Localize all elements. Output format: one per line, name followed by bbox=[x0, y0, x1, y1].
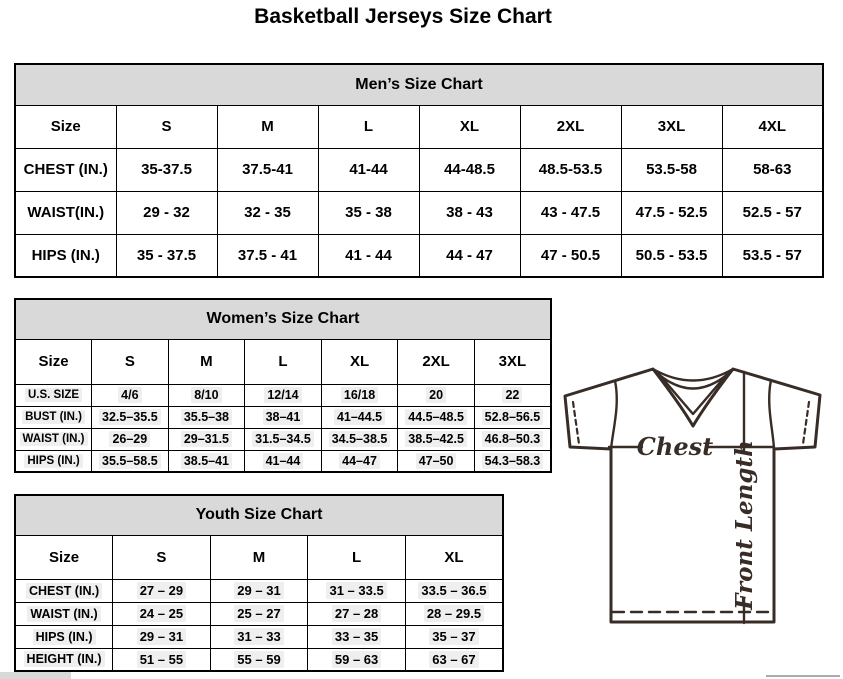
youth-value-cell-text: 24 – 25 bbox=[137, 605, 186, 622]
men-value-cell: 41 - 44 bbox=[318, 234, 419, 277]
front-length-measure-label: Front Length bbox=[731, 440, 758, 610]
youth-value-cell bbox=[308, 625, 406, 648]
youth-value-cell bbox=[308, 602, 406, 625]
men-table-row bbox=[15, 234, 823, 277]
youth-value-cell bbox=[308, 579, 406, 602]
women-row-label-cell bbox=[15, 406, 92, 428]
youth-value-cell bbox=[405, 648, 503, 671]
men-value-cell: 47 - 50.5 bbox=[520, 234, 621, 277]
youth-column-header-cell: L bbox=[308, 535, 406, 579]
women-value-cell-text: 32.5–35.5 bbox=[99, 409, 161, 425]
women-value-cell bbox=[398, 450, 475, 472]
women-size-header-cell: Size bbox=[15, 339, 92, 384]
men-column-header-cell: M bbox=[217, 105, 318, 148]
youth-value-cell-text: 33.5 – 36.5 bbox=[418, 582, 489, 599]
men-value-cell: 35-37.5 bbox=[116, 148, 217, 191]
women-value-cell-text: 38.5–42.5 bbox=[405, 431, 467, 447]
women-value-cell bbox=[245, 428, 322, 450]
men-size-table bbox=[14, 63, 824, 278]
men-column-header-cell: XL bbox=[419, 105, 520, 148]
women-value-cell bbox=[398, 384, 475, 406]
youth-value-cell-text: 35 – 37 bbox=[429, 628, 478, 645]
jersey-outline-shape bbox=[565, 369, 820, 622]
youth-value-cell bbox=[113, 602, 211, 625]
women-value-cell-text: 34.5–38.5 bbox=[329, 431, 391, 447]
youth-value-cell-text: 27 – 28 bbox=[332, 605, 381, 622]
men-value-cell: 58-63 bbox=[722, 148, 823, 191]
women-value-cell bbox=[245, 384, 322, 406]
youth-value-cell-text: 51 – 55 bbox=[137, 651, 186, 668]
youth-column-header-cell: XL bbox=[405, 535, 503, 579]
women-value-cell-text: 20 bbox=[426, 387, 446, 403]
women-value-cell-text: 35.5–38 bbox=[181, 409, 232, 425]
women-value-cell bbox=[321, 450, 398, 472]
women-column-header-cell: 2XL bbox=[398, 339, 475, 384]
youth-value-cell-text: 28 – 29.5 bbox=[424, 605, 484, 622]
women-value-cell-text: 46.8–50.3 bbox=[482, 431, 544, 447]
women-value-cell-text: 26–29 bbox=[109, 431, 150, 447]
scrollbar-fragment-right[interactable] bbox=[766, 675, 840, 677]
left-sleeve-seam bbox=[611, 381, 617, 449]
men-table-row bbox=[15, 191, 823, 234]
left-cuff-dashed-line bbox=[573, 402, 579, 444]
youth-value-cell bbox=[308, 648, 406, 671]
women-value-cell-text: 35.5–58.5 bbox=[99, 453, 161, 469]
women-value-cell-text: 47–50 bbox=[416, 453, 457, 469]
women-value-cell-text: 38–41 bbox=[263, 409, 304, 425]
women-table-row bbox=[15, 428, 551, 450]
men-value-cell: 44-48.5 bbox=[419, 148, 520, 191]
women-value-cell bbox=[398, 428, 475, 450]
youth-row-label-cell bbox=[15, 625, 113, 648]
women-table-title: Women’s Size Chart bbox=[15, 299, 551, 339]
youth-column-header-cell: S bbox=[113, 535, 211, 579]
men-value-cell: 38 - 43 bbox=[419, 191, 520, 234]
men-row-label-cell: CHEST (IN.) bbox=[15, 148, 116, 191]
men-value-cell: 44 - 47 bbox=[419, 234, 520, 277]
women-value-cell bbox=[92, 428, 169, 450]
women-value-cell bbox=[321, 428, 398, 450]
women-row-label-cell-text: U.S. SIZE bbox=[25, 388, 82, 402]
men-column-header-cell: 3XL bbox=[621, 105, 722, 148]
women-row-label-cell bbox=[15, 450, 92, 472]
women-value-cell bbox=[92, 384, 169, 406]
youth-table-row bbox=[15, 648, 503, 671]
men-table-row bbox=[15, 148, 823, 191]
youth-row-label-cell-text: HEIGHT (IN.) bbox=[24, 651, 105, 667]
men-value-cell: 32 - 35 bbox=[217, 191, 318, 234]
women-value-cell bbox=[92, 450, 169, 472]
youth-value-cell bbox=[113, 648, 211, 671]
women-size-table bbox=[14, 298, 552, 473]
collar-band-inner-edge bbox=[658, 373, 728, 414]
youth-value-cell bbox=[210, 625, 308, 648]
women-value-cell bbox=[168, 450, 245, 472]
women-row-label-cell bbox=[15, 428, 92, 450]
women-value-cell-text: 44–47 bbox=[339, 453, 380, 469]
men-value-cell: 35 - 37.5 bbox=[116, 234, 217, 277]
page-title: Basketball Jerseys Size Chart bbox=[254, 5, 552, 28]
women-value-cell-text: 54.3–58.3 bbox=[482, 453, 544, 469]
youth-row-label-cell-text: HIPS (IN.) bbox=[33, 629, 96, 645]
women-value-cell bbox=[474, 428, 551, 450]
men-column-header-cell: 4XL bbox=[722, 105, 823, 148]
men-value-cell: 29 - 32 bbox=[116, 191, 217, 234]
women-value-cell-text: 4/6 bbox=[118, 387, 141, 403]
youth-value-cell-text: 55 – 59 bbox=[234, 651, 283, 668]
men-column-header-cell: S bbox=[116, 105, 217, 148]
youth-row-label-cell-text: WAIST (IN.) bbox=[27, 606, 100, 622]
women-value-cell-text: 31.5–34.5 bbox=[252, 431, 314, 447]
women-row-label-cell bbox=[15, 384, 92, 406]
men-column-header-cell: 2XL bbox=[520, 105, 621, 148]
youth-value-cell bbox=[210, 648, 308, 671]
youth-value-cell-text: 63 – 67 bbox=[429, 651, 478, 668]
men-value-cell: 37.5 - 41 bbox=[217, 234, 318, 277]
women-value-cell-text: 8/10 bbox=[191, 387, 221, 403]
right-sleeve-seam bbox=[769, 380, 774, 449]
men-size-header-cell: Size bbox=[15, 105, 116, 148]
men-value-cell: 43 - 47.5 bbox=[520, 191, 621, 234]
youth-value-cell bbox=[113, 579, 211, 602]
men-row-label-cell: HIPS (IN.) bbox=[15, 234, 116, 277]
women-value-cell-text: 41–44 bbox=[263, 453, 304, 469]
women-table-row bbox=[15, 450, 551, 472]
women-column-header-cell: L bbox=[245, 339, 322, 384]
women-table-row bbox=[15, 384, 551, 406]
women-value-cell bbox=[168, 406, 245, 428]
women-row-label-cell-text: WAIST (IN.) bbox=[20, 432, 88, 446]
youth-value-cell bbox=[210, 602, 308, 625]
youth-value-cell bbox=[405, 579, 503, 602]
women-value-cell-text: 16/18 bbox=[341, 387, 378, 403]
men-value-cell: 50.5 - 53.5 bbox=[621, 234, 722, 277]
right-cuff-dashed-line bbox=[803, 402, 809, 444]
youth-table-row bbox=[15, 625, 503, 648]
chest-measure-label: Chest bbox=[636, 432, 714, 461]
men-value-cell: 37.5-41 bbox=[217, 148, 318, 191]
scrollbar-fragment-left[interactable] bbox=[0, 672, 71, 679]
youth-table-row bbox=[15, 579, 503, 602]
youth-row-label-cell bbox=[15, 602, 113, 625]
women-value-cell-text: 12/14 bbox=[264, 387, 301, 403]
youth-value-cell-text: 59 – 63 bbox=[332, 651, 381, 668]
men-value-cell: 52.5 - 57 bbox=[722, 191, 823, 234]
women-table-row bbox=[15, 406, 551, 428]
youth-table-row bbox=[15, 602, 503, 625]
women-value-cell bbox=[245, 406, 322, 428]
youth-value-cell-text: 29 – 31 bbox=[234, 582, 283, 599]
women-value-cell bbox=[92, 406, 169, 428]
jersey-measurement-diagram bbox=[560, 357, 822, 627]
women-value-cell-text: 29–31.5 bbox=[181, 431, 232, 447]
youth-value-cell bbox=[405, 625, 503, 648]
men-column-header-cell: L bbox=[318, 105, 419, 148]
women-value-cell-text: 22 bbox=[502, 387, 522, 403]
youth-size-header-cell: Size bbox=[15, 535, 113, 579]
women-value-cell-text: 52.8–56.5 bbox=[482, 409, 544, 425]
women-row-label-cell-text: BUST (IN.) bbox=[22, 410, 85, 424]
youth-row-label-cell-text: CHEST (IN.) bbox=[26, 583, 102, 599]
women-value-cell-text: 41–44.5 bbox=[334, 409, 385, 425]
youth-value-cell-text: 31 – 33 bbox=[234, 628, 283, 645]
youth-size-table bbox=[14, 494, 504, 672]
women-value-cell-text: 44.5–48.5 bbox=[405, 409, 467, 425]
youth-row-label-cell bbox=[15, 579, 113, 602]
women-column-header-cell: 3XL bbox=[474, 339, 551, 384]
women-value-cell bbox=[245, 450, 322, 472]
women-value-cell bbox=[168, 428, 245, 450]
youth-value-cell bbox=[405, 602, 503, 625]
women-value-cell bbox=[474, 406, 551, 428]
men-value-cell: 47.5 - 52.5 bbox=[621, 191, 722, 234]
youth-value-cell-text: 25 – 27 bbox=[234, 605, 283, 622]
women-value-cell bbox=[474, 384, 551, 406]
men-value-cell: 35 - 38 bbox=[318, 191, 419, 234]
women-value-cell bbox=[398, 406, 475, 428]
women-column-header-cell: XL bbox=[321, 339, 398, 384]
women-row-label-cell-text: HIPS (IN.) bbox=[24, 454, 82, 468]
men-value-cell: 53.5-58 bbox=[621, 148, 722, 191]
youth-table-title: Youth Size Chart bbox=[15, 495, 503, 535]
youth-value-cell bbox=[210, 579, 308, 602]
men-row-label-cell: WAIST(IN.) bbox=[15, 191, 116, 234]
men-table-title: Men’s Size Chart bbox=[15, 64, 823, 105]
women-value-cell-text: 38.5–41 bbox=[181, 453, 232, 469]
men-value-cell: 48.5-53.5 bbox=[520, 148, 621, 191]
men-value-cell: 53.5 - 57 bbox=[722, 234, 823, 277]
women-value-cell bbox=[474, 450, 551, 472]
youth-value-cell-text: 29 – 31 bbox=[137, 628, 186, 645]
youth-value-cell-text: 33 – 35 bbox=[332, 628, 381, 645]
women-column-header-cell: M bbox=[168, 339, 245, 384]
youth-value-cell bbox=[113, 625, 211, 648]
women-value-cell bbox=[168, 384, 245, 406]
youth-value-cell-text: 27 – 29 bbox=[137, 582, 186, 599]
men-value-cell: 41-44 bbox=[318, 148, 419, 191]
women-column-header-cell: S bbox=[92, 339, 169, 384]
youth-column-header-cell: M bbox=[210, 535, 308, 579]
youth-row-label-cell bbox=[15, 648, 113, 671]
youth-value-cell-text: 31 – 33.5 bbox=[326, 582, 386, 599]
women-value-cell bbox=[321, 384, 398, 406]
women-value-cell bbox=[321, 406, 398, 428]
